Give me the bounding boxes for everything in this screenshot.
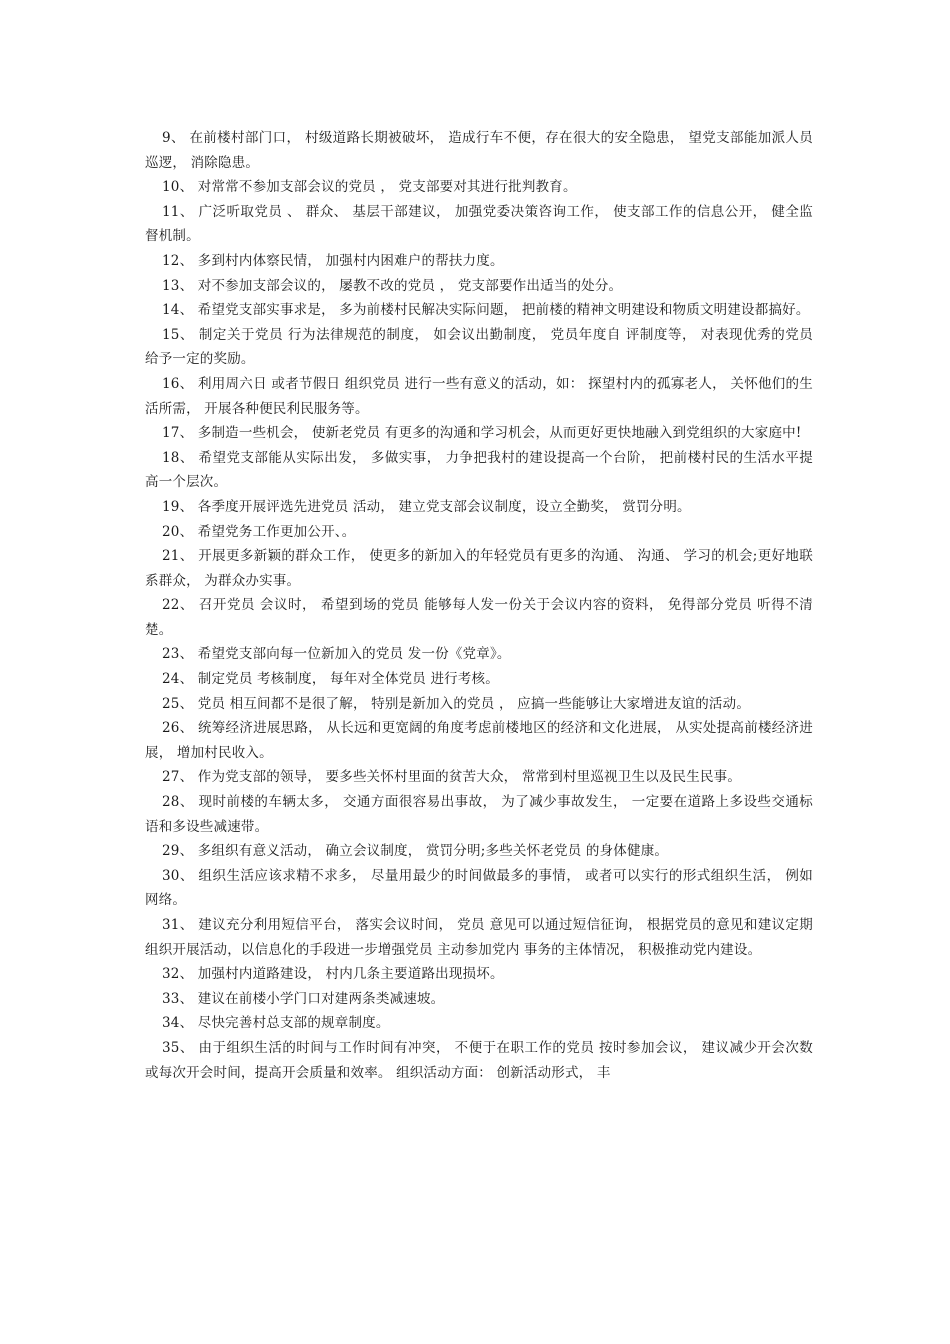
list-item: 34、 尽快完善村总支部的规章制度。 [162,1015,390,1032]
list-item: 10、 对常常不参加支部会议的党员 ， 党支部要对其进行批判教育。 [162,179,577,196]
list-item: 24、 制定党员 考核制度， 每年对全体党员 进行考核。 [162,671,499,688]
list-item: 28、 现时前楼的车辆太多， 交通方面很容易出事故， 为了减少事故发生， 一定要在道路上多设些交通标语和多设些减速带。 [145,794,813,835]
list-item: 15、 制定关于党员 行为法律规范的制度， 如会议出勤制度， 党员年度自 评制度等， 对表现优秀的党员 给予一定的奖励。 [145,326,813,368]
list-item: 32、 加强村内道路建设， 村内几条主要道路出现损坏。 [162,966,504,983]
list-item: 30、 组织生活应该求精不求多， 尽量用最少的时间做最多的事情， 或者可以实行的形式组织生活， 例如网络。 [145,867,813,909]
list-item: 27、 作为党支部的领导， 要多些关怀村里面的贫苦大众， 常常到村里巡视卫生以及民生民事。 [162,769,742,786]
list-item: 20、 希望党务工作更加公开、。 [162,523,356,540]
list-item: 29、 多组织有意义活动， 确立会议制度， 赏罚分明;多些关怀老党员 的身体健康。 [162,843,669,860]
list-item: 14、 希望党支部实事求是， 多为前楼村民解决实际问题， 把前楼的精神文明建设和物质文明建设都搞好。 [162,302,810,319]
list-item: 13、 对不参加支部会议的， 屡教不改的党员 ， 党支部要作出适当的处分。 [162,277,623,294]
list-item: 35、 由于组织生活的时间与工作时间有冲突， 不便于在职工作的党员 按时参加会议， 建议减少开会次数或每次开会时间，提高开会质量和效率。 组织活动方面： 创新活动形式， 丰 [145,1039,813,1081]
list-item: 22、 召开党员 会议时， 希望到场的党员 能够每人发一份关于会议内容的资料， 免得部分党员 听得不清楚。 [145,597,813,638]
list-item: 31、 建议充分利用短信平台， 落实会议时间， 党员 意见可以通过短信征询， 根据党员的意见和建议定期组织开展活动，以信息化的手段进一步增强党员 主动参加党内 事务的主体情况， 积极推动党内建设。 [145,917,813,958]
list-item: 26、 统筹经济进展思路， 从长远和更宽阔的角度考虑前楼地区的经济和文化进展， 从实处提高前楼经济进展， 增加村民收入。 [145,720,813,761]
list-item: 19、 各季度开展评选先进党员 活动， 建立党支部会议制度，设立全勤奖， 赏罚分明。 [162,498,691,515]
list-item: 16、 利用周六日 或者节假日 组织党员 进行一些有意义的活动，如： 探望村内的孤寡老人， 关怀他们的生活所需， 开展各种便民利民服务等。 [145,375,813,417]
list-item: 12、 多到村内体察民情， 加强村内困难户的帮扶力度。 [162,252,504,269]
list-item: 17、 多制造一些机会， 使新老党员 有更多的沟通和学习机会，从而更好更快地融入到党组织的大家庭中! [162,425,802,442]
list-item: 11、 广泛听取党员 、 群众、 基层干部建议， 加强党委决策咨询工作， 使支部工作的信息公开， 健全监督机制。 [145,203,813,245]
list-item: 25、 党员 相互间都不是很了解， 特别是新加入的党员 ， 应搞一些能够让大家增进友谊的活动。 [162,695,751,712]
list-item: 9、 在前楼村部门口， 村级道路长期被破坏， 造成行车不便，存在很大的安全隐患， 望党支部能加派人员 巡逻， 消除隐患。 [145,130,813,171]
list-item: 21、 开展更多新颖的群众工作， 使更多的新加入的年轻党员有更多的沟通、 沟通、 学习的机会;更好地联系群众， 为群众办实事。 [145,548,813,589]
list-item: 33、 建议在前楼小学门口对建两条类减速坡。 [162,990,445,1007]
document-body [145,126,813,1085]
list-item: 23、 希望党支部向每一位新加入的党员 发一份《党章》。 [162,646,511,663]
list-item: 18、 希望党支部能从实际出发， 多做实事， 力争把我村的建设提高一个台阶， 把前楼村民的生活水平提高一个层次。 [145,449,813,491]
